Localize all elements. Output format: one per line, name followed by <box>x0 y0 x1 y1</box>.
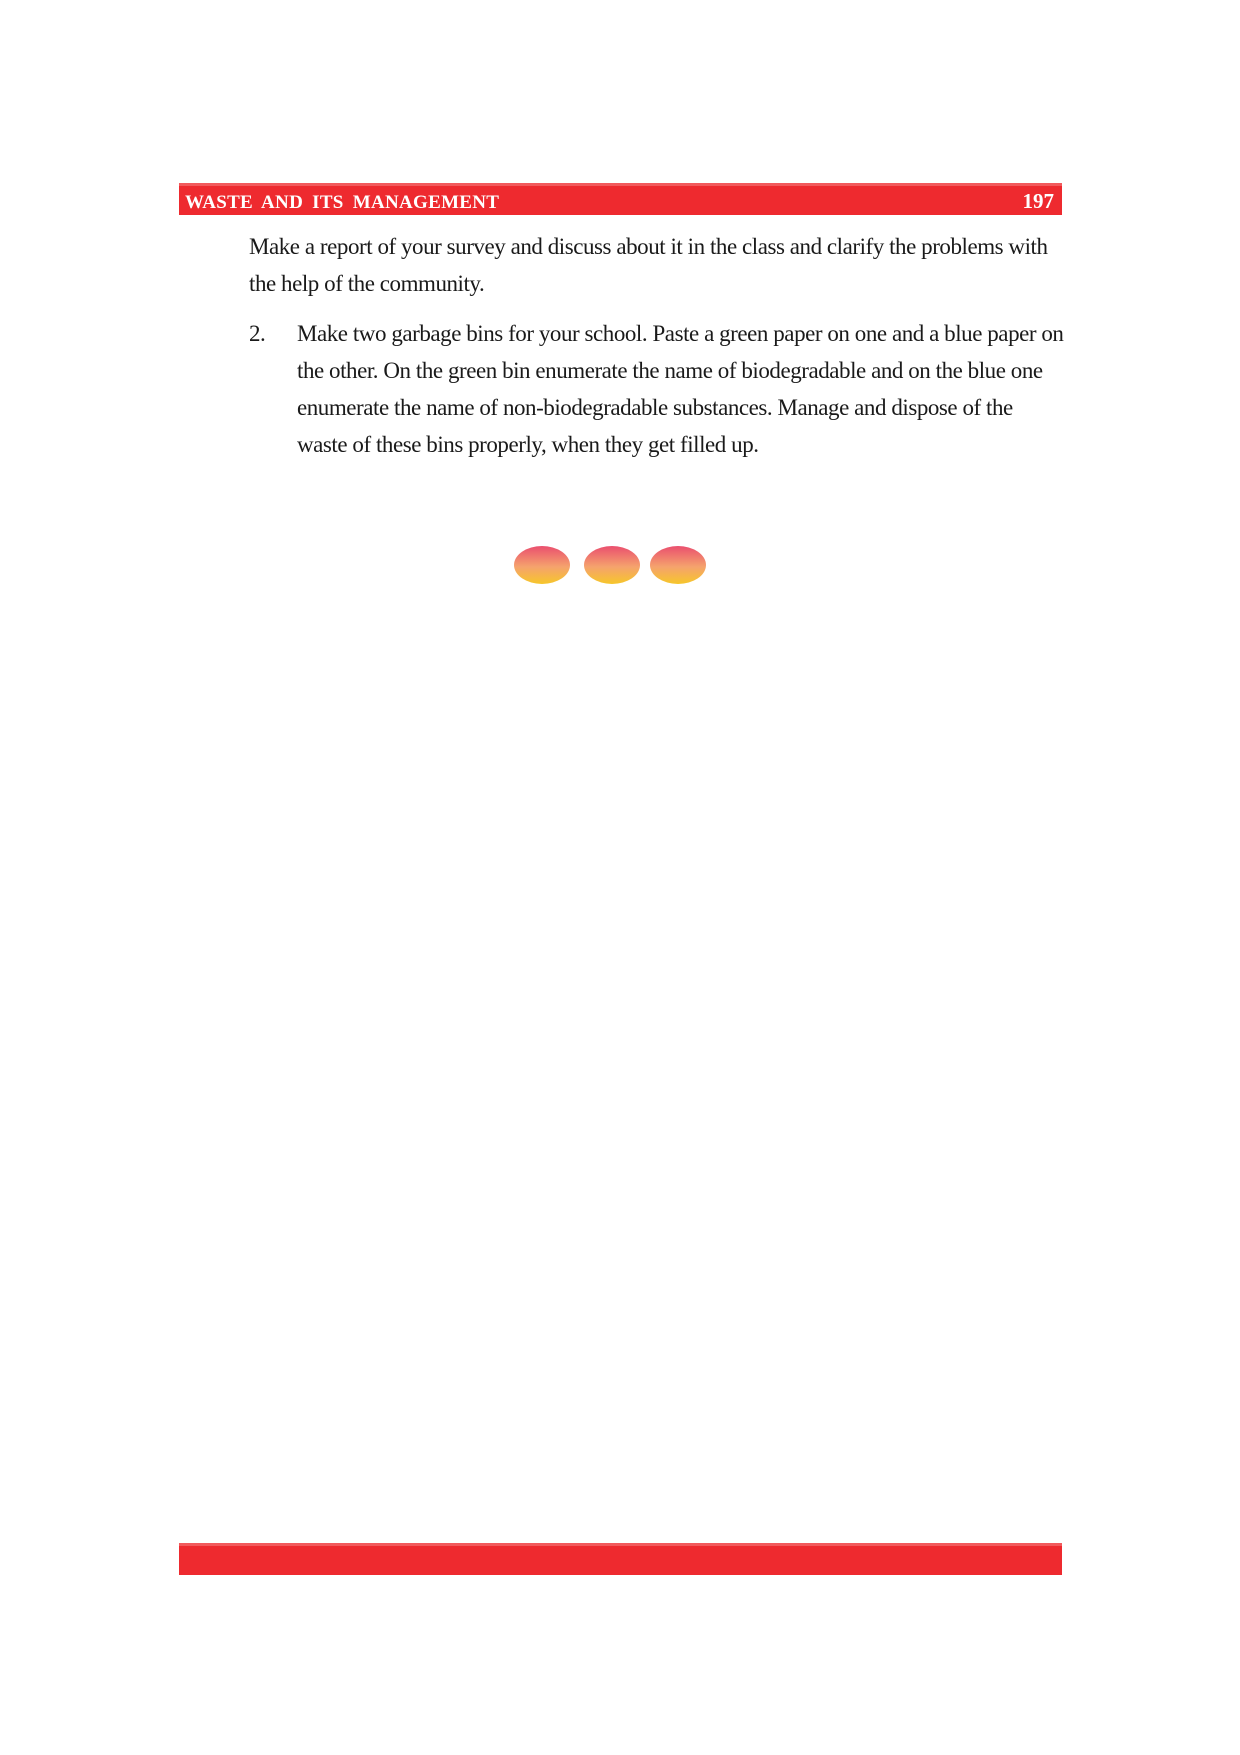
report-paragraph: Make a report of your survey and discuss about it in the class and clarify the problems with the help of the community. <box>249 234 1048 296</box>
page-content <box>249 228 1064 463</box>
list-item-number: 2. <box>249 321 266 346</box>
list-item <box>249 315 1064 463</box>
page-header-bar <box>179 183 1062 215</box>
decorative-oval-left <box>514 546 570 584</box>
decorative-oval-right <box>650 546 706 584</box>
chapter-title: WASTE AND ITS MANAGEMENT <box>185 192 500 213</box>
decorative-oval-middle <box>584 546 640 584</box>
page-number: 197 <box>1022 189 1054 213</box>
list-item-text: Make two garbage bins for your school. Paste a green paper on one and a blue paper on the other. On the green bin enumerate the name of biodegradable and on the blue one enumerate the name of non-biodegradable substances. Manage and dispose of the waste of these bins properly, when they get filled up. <box>297 321 1064 457</box>
page-footer-bar <box>179 1543 1062 1575</box>
